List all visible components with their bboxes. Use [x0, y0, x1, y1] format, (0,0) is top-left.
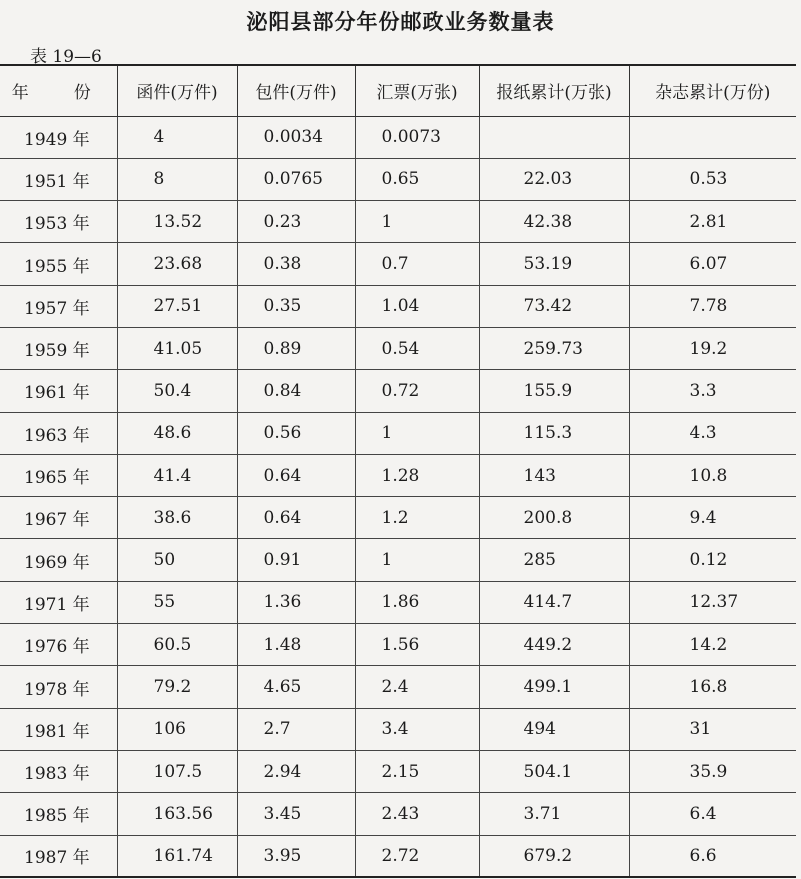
value-cell: 48.6	[117, 412, 237, 454]
value-cell: 0.38	[237, 243, 355, 285]
table-body	[0, 116, 796, 877]
value-cell: 4	[117, 116, 237, 158]
value-cell: 259.73	[479, 327, 629, 369]
value-cell: 3.71	[479, 793, 629, 835]
value-cell	[629, 116, 796, 158]
year-cell: 1985 年	[0, 793, 117, 835]
column-header: 汇票(万张)	[355, 65, 479, 116]
value-cell: 4.3	[629, 412, 796, 454]
value-cell: 41.05	[117, 327, 237, 369]
value-cell: 27.51	[117, 285, 237, 327]
table-row	[0, 750, 796, 792]
value-cell: 3.45	[237, 793, 355, 835]
year-cell: 1957 年	[0, 285, 117, 327]
year-cell: 1981 年	[0, 708, 117, 750]
value-cell: 12.37	[629, 581, 796, 623]
value-cell: 19.2	[629, 327, 796, 369]
postal-business-table	[0, 64, 796, 878]
column-header: 包件(万件)	[237, 65, 355, 116]
column-header: 函件(万件)	[117, 65, 237, 116]
data-table	[0, 64, 796, 878]
table-row	[0, 116, 796, 158]
table-row	[0, 497, 796, 539]
column-header: 杂志累计(万份)	[629, 65, 796, 116]
value-cell: 41.4	[117, 454, 237, 496]
year-cell: 1983 年	[0, 750, 117, 792]
value-cell	[479, 116, 629, 158]
value-cell: 0.72	[355, 370, 479, 412]
year-cell: 1955 年	[0, 243, 117, 285]
value-cell: 414.7	[479, 581, 629, 623]
value-cell: 115.3	[479, 412, 629, 454]
year-cell: 1965 年	[0, 454, 117, 496]
column-header: 年 份	[0, 65, 117, 116]
table-row	[0, 539, 796, 581]
value-cell: 494	[479, 708, 629, 750]
value-cell: 50	[117, 539, 237, 581]
table-row	[0, 243, 796, 285]
value-cell: 161.74	[117, 835, 237, 877]
table-row	[0, 454, 796, 496]
value-cell: 2.94	[237, 750, 355, 792]
year-cell: 1967 年	[0, 497, 117, 539]
value-cell: 1.86	[355, 581, 479, 623]
value-cell: 6.07	[629, 243, 796, 285]
table-row	[0, 370, 796, 412]
year-cell: 1987 年	[0, 835, 117, 877]
value-cell: 6.4	[629, 793, 796, 835]
value-cell: 22.03	[479, 158, 629, 200]
value-cell: 42.38	[479, 201, 629, 243]
value-cell: 38.6	[117, 497, 237, 539]
value-cell: 0.0765	[237, 158, 355, 200]
value-cell: 23.68	[117, 243, 237, 285]
value-cell: 55	[117, 581, 237, 623]
value-cell: 107.5	[117, 750, 237, 792]
value-cell: 155.9	[479, 370, 629, 412]
year-cell: 1971 年	[0, 581, 117, 623]
value-cell: 2.4	[355, 666, 479, 708]
value-cell: 285	[479, 539, 629, 581]
table-row	[0, 327, 796, 369]
value-cell: 0.53	[629, 158, 796, 200]
value-cell: 14.2	[629, 624, 796, 666]
value-cell: 1.48	[237, 624, 355, 666]
value-cell: 10.8	[629, 454, 796, 496]
value-cell: 504.1	[479, 750, 629, 792]
year-cell: 1976 年	[0, 624, 117, 666]
year-cell: 1978 年	[0, 666, 117, 708]
value-cell: 0.91	[237, 539, 355, 581]
value-cell: 16.8	[629, 666, 796, 708]
value-cell: 53.19	[479, 243, 629, 285]
value-cell: 6.6	[629, 835, 796, 877]
value-cell: 2.72	[355, 835, 479, 877]
value-cell: 0.35	[237, 285, 355, 327]
value-cell: 0.64	[237, 497, 355, 539]
year-cell: 1963 年	[0, 412, 117, 454]
table-row	[0, 624, 796, 666]
year-cell: 1951 年	[0, 158, 117, 200]
value-cell: 4.65	[237, 666, 355, 708]
value-cell: 163.56	[117, 793, 237, 835]
value-cell: 1.28	[355, 454, 479, 496]
table-row	[0, 835, 796, 877]
value-cell: 7.78	[629, 285, 796, 327]
value-cell: 2.81	[629, 201, 796, 243]
value-cell: 3.3	[629, 370, 796, 412]
table-row	[0, 158, 796, 200]
value-cell: 0.0034	[237, 116, 355, 158]
value-cell: 449.2	[479, 624, 629, 666]
value-cell: 73.42	[479, 285, 629, 327]
year-cell: 1959 年	[0, 327, 117, 369]
value-cell: 31	[629, 708, 796, 750]
value-cell: 13.52	[117, 201, 237, 243]
year-cell: 1953 年	[0, 201, 117, 243]
table-row	[0, 581, 796, 623]
value-cell: 200.8	[479, 497, 629, 539]
table-row	[0, 201, 796, 243]
table-row	[0, 285, 796, 327]
year-cell: 1949 年	[0, 116, 117, 158]
value-cell: 3.4	[355, 708, 479, 750]
value-cell: 60.5	[117, 624, 237, 666]
value-cell: 2.15	[355, 750, 479, 792]
value-cell: 0.65	[355, 158, 479, 200]
value-cell: 3.95	[237, 835, 355, 877]
value-cell: 0.89	[237, 327, 355, 369]
header-row	[0, 65, 796, 116]
value-cell: 1	[355, 539, 479, 581]
value-cell: 1	[355, 201, 479, 243]
value-cell: 679.2	[479, 835, 629, 877]
value-cell: 0.64	[237, 454, 355, 496]
value-cell: 1	[355, 412, 479, 454]
value-cell: 0.84	[237, 370, 355, 412]
value-cell: 1.36	[237, 581, 355, 623]
value-cell: 0.56	[237, 412, 355, 454]
table-row	[0, 793, 796, 835]
year-cell: 1969 年	[0, 539, 117, 581]
table-label: 表 19—6	[30, 47, 102, 67]
value-cell: 35.9	[629, 750, 796, 792]
value-cell: 143	[479, 454, 629, 496]
value-cell: 79.2	[117, 666, 237, 708]
value-cell: 0.0073	[355, 116, 479, 158]
page-title: 泌阳县部分年份邮政业务数量表	[246, 10, 555, 34]
value-cell: 8	[117, 158, 237, 200]
year-cell: 1961 年	[0, 370, 117, 412]
value-cell: 1.04	[355, 285, 479, 327]
value-cell: 0.7	[355, 243, 479, 285]
value-cell: 50.4	[117, 370, 237, 412]
value-cell: 2.43	[355, 793, 479, 835]
value-cell: 0.12	[629, 539, 796, 581]
table-row	[0, 708, 796, 750]
column-header: 报纸累计(万张)	[479, 65, 629, 116]
value-cell: 0.54	[355, 327, 479, 369]
value-cell: 1.56	[355, 624, 479, 666]
table-row	[0, 666, 796, 708]
value-cell: 106	[117, 708, 237, 750]
value-cell: 9.4	[629, 497, 796, 539]
value-cell: 0.23	[237, 201, 355, 243]
value-cell: 1.2	[355, 497, 479, 539]
value-cell: 499.1	[479, 666, 629, 708]
value-cell: 2.7	[237, 708, 355, 750]
table-row	[0, 412, 796, 454]
